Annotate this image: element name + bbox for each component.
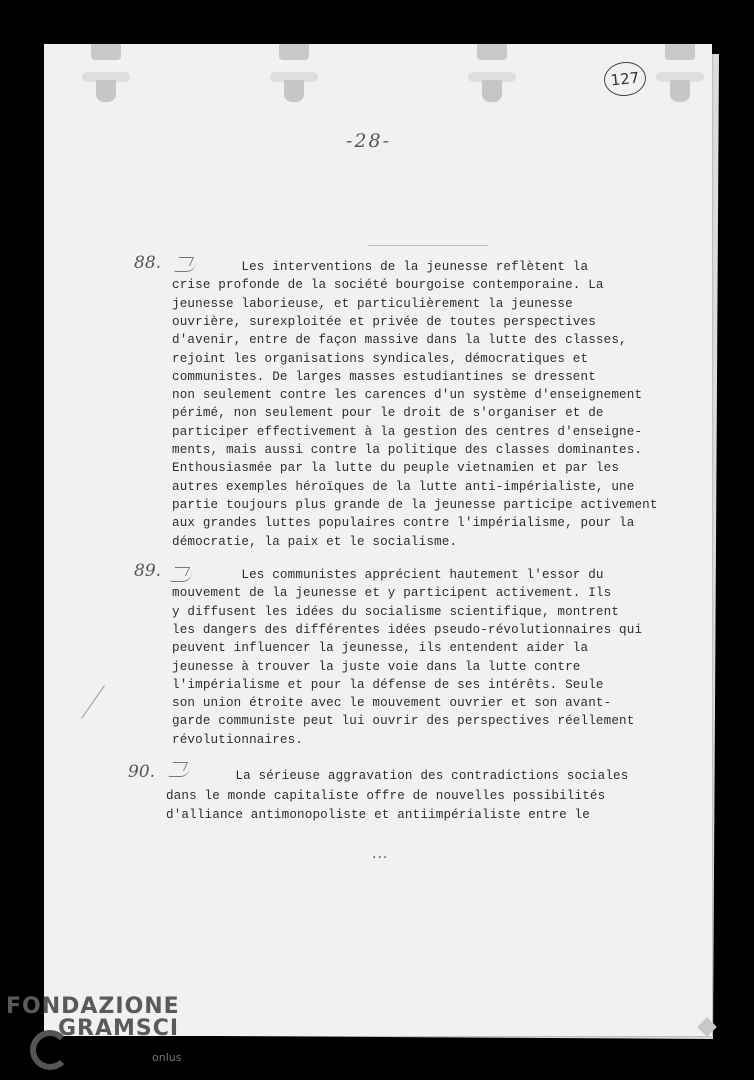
text-line: les dangers des différentes idées pseudo-révolutionnaires qui — [172, 622, 643, 637]
binder-clip — [270, 44, 318, 102]
text-line: partie toujours plus grande de la jeunesse participe activement — [172, 497, 658, 512]
watermark-line2: GRAMSCI — [58, 1016, 180, 1041]
text-line: autres exemples héroïques de la lutte anti-impérialiste, une — [172, 479, 635, 494]
text-line: périmé, non seulement pour le droit de s'organiser et de — [172, 406, 604, 421]
text-line: ouvrière, surexploitée et privée de toutes perspectives — [172, 314, 596, 329]
text-line: Les interventions de la jeunesse reflètent la — [172, 260, 589, 274]
paragraph-number: 89. — [134, 561, 162, 581]
text-line: mouvement de la jeunesse et y participent activement. Ils — [172, 586, 612, 601]
watermark-logo — [6, 996, 180, 1040]
text-line: y diffusent les idées du socialisme scientifique, montrent — [172, 604, 620, 619]
paragraph-number: 90. — [128, 762, 156, 782]
watermark-subtitle: onlus — [152, 1051, 182, 1064]
text-line: ments, mais aussi contre la politique des classes dominantes. — [172, 443, 643, 457]
archive-number-stamp: 127 — [602, 60, 647, 98]
text-line: d'alliance antimonopoliste et antiimpérialiste entre le — [166, 808, 590, 822]
continuation-mark: ... — [372, 846, 389, 862]
text-line: Enthousiasmée par la lutte du peuple vietnamien et par les — [172, 461, 620, 476]
text-line: participer effectivement à la gestion des centres d'enseigne- — [172, 424, 643, 439]
text-line: garde communiste peut lui ouvrir des perspectives réellement — [172, 714, 635, 729]
text-line: jeunesse laborieuse, et particulièrement la jeunesse — [172, 296, 573, 311]
text-line: jeunesse à trouver la juste voie dans la lutte contre — [172, 659, 581, 674]
binder-clip — [82, 44, 130, 102]
binder-clip — [468, 44, 516, 102]
text-line: révolutionnaires. — [172, 732, 304, 747]
text-line: son union étroite avec le mouvement ouvrier et son avant- — [172, 696, 612, 711]
text-line: peuvent influencer la jeunesse, ils entendent aider la — [172, 641, 589, 656]
watermark-line1: FONDAZIONE — [6, 994, 180, 1019]
text-line: Les communistes apprécient hautement l'essor du — [172, 568, 604, 582]
text-line: rejoint les organisations syndicales, démocratiques et — [172, 351, 589, 366]
text-line: dans le monde capitaliste offre de nouvelles possibilités — [166, 788, 606, 803]
text-line: d'avenir, entre de façon massive dans la lutte des classes, — [172, 333, 627, 348]
text-line: non seulement contre les carences d'un système d'enseignement — [172, 388, 643, 403]
paragraph-number: 88. — [134, 253, 162, 273]
text-line: l'impérialisme et pour la défense de ses intérêts. Seule — [172, 677, 604, 692]
divider-line — [368, 245, 488, 246]
text-line: communistes. De larges masses estudiantines se dressent — [172, 369, 596, 384]
binder-clip — [656, 44, 704, 102]
text-line: La sérieuse aggravation des contradictions sociales — [166, 769, 629, 783]
text-line: crise profonde de la société bourgoise contemporaine. La — [172, 278, 604, 293]
text-line: démocratie, la paix et le socialisme. — [172, 534, 458, 549]
gramsci-logo-icon — [30, 1030, 70, 1070]
page-number: -28- — [346, 130, 392, 152]
text-line: aux grandes luttes populaires contre l'impérialisme, pour la — [172, 516, 635, 531]
